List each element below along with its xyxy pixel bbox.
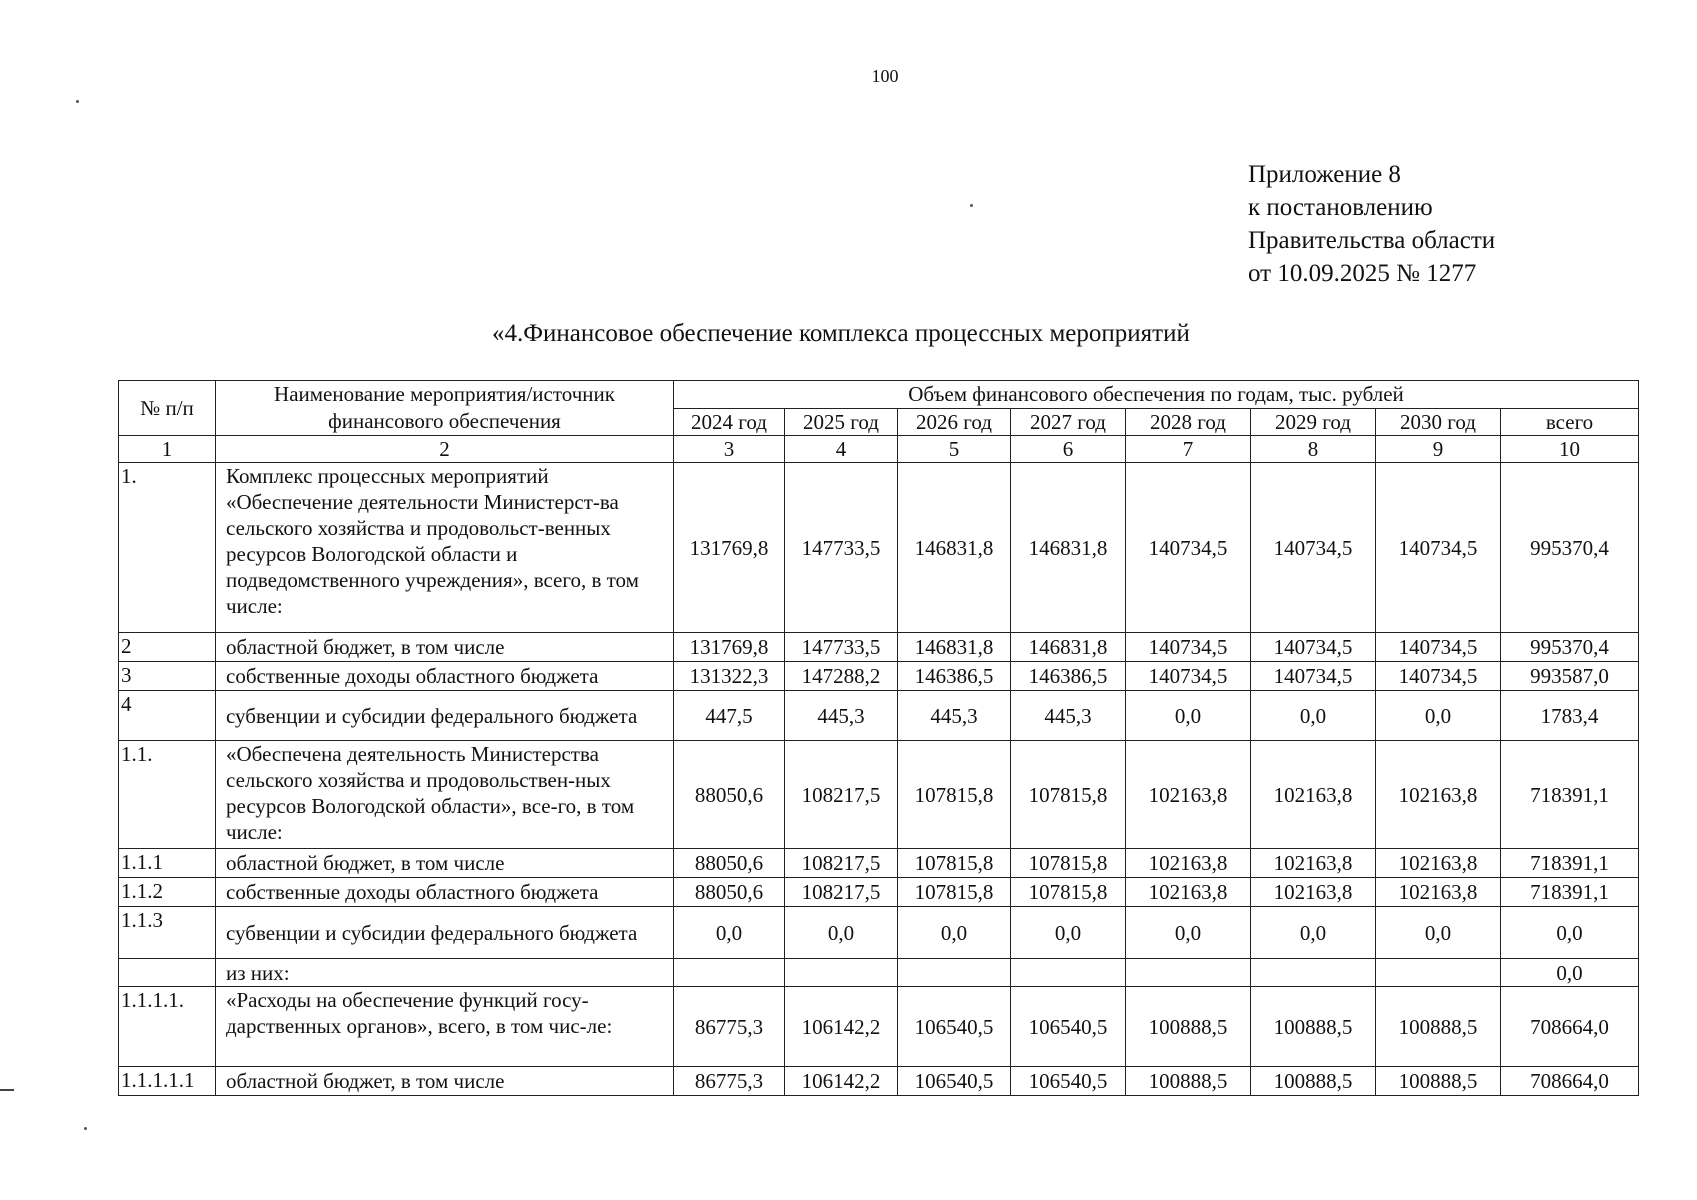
row-value (1251, 959, 1376, 987)
row-value: 88050,6 (674, 849, 785, 878)
header-year: 2024 год (674, 408, 785, 436)
row-value: 102163,8 (1126, 849, 1251, 878)
row-value: 0,0 (1126, 691, 1251, 741)
row-value: 131769,8 (674, 463, 785, 633)
row-value: 146386,5 (898, 662, 1011, 691)
row-value (785, 959, 898, 987)
row-value: 147288,2 (785, 662, 898, 691)
header-year: 2029 год (1251, 408, 1376, 436)
row-value: 146386,5 (1011, 662, 1126, 691)
row-value-total: 718391,1 (1501, 878, 1639, 907)
row-index: 1.1.1 (119, 849, 216, 878)
row-value: 146831,8 (1011, 633, 1126, 662)
row-value: 108217,5 (785, 741, 898, 849)
scan-speck (84, 1127, 87, 1130)
row-value: 147733,5 (785, 463, 898, 633)
row-value: 86775,3 (674, 987, 785, 1067)
appendix-line-1: Приложение 8 (1248, 161, 1401, 188)
row-value-total: 0,0 (1501, 907, 1639, 959)
row-value: 107815,8 (898, 849, 1011, 878)
row-value-total: 1783,4 (1501, 691, 1639, 741)
row-value: 445,3 (785, 691, 898, 741)
row-value: 102163,8 (1251, 741, 1376, 849)
row-value: 140734,5 (1376, 633, 1501, 662)
row-value-total: 718391,1 (1501, 849, 1639, 878)
row-value: 107815,8 (898, 741, 1011, 849)
header-year: 2027 год (1011, 408, 1126, 436)
header-year: 2026 год (898, 408, 1011, 436)
header-total: всего (1501, 408, 1639, 436)
scan-speck (76, 100, 79, 103)
row-value: 106142,2 (785, 987, 898, 1067)
row-value: 0,0 (1251, 691, 1376, 741)
row-value (1011, 959, 1126, 987)
row-value: 100888,5 (1251, 987, 1376, 1067)
row-value: 102163,8 (1126, 741, 1251, 849)
row-value: 140734,5 (1251, 633, 1376, 662)
row-value: 108217,5 (785, 849, 898, 878)
table-row (119, 633, 1639, 662)
row-value: 445,3 (898, 691, 1011, 741)
row-value-total: 708664,0 (1501, 1067, 1639, 1096)
table-row (119, 741, 1639, 849)
row-value: 0,0 (1376, 907, 1501, 959)
row-value-total: 718391,1 (1501, 741, 1639, 849)
row-name: областной бюджет, в том числе (216, 1067, 674, 1096)
table-row (119, 691, 1639, 741)
header-volume-group: Объем финансового обеспечения по годам, тыс. рублей (674, 381, 1639, 409)
row-value: 102163,8 (1376, 741, 1501, 849)
row-value: 0,0 (674, 907, 785, 959)
row-name: «Расходы на обеспечение функций госу-дарственных органов», всего, в том чис-ле: (216, 987, 674, 1067)
row-value: 0,0 (1251, 907, 1376, 959)
table-row (119, 463, 1639, 633)
row-value: 146831,8 (898, 633, 1011, 662)
row-value (1126, 959, 1251, 987)
row-value: 147733,5 (785, 633, 898, 662)
row-value: 146831,8 (898, 463, 1011, 633)
row-value-total: 995370,4 (1501, 463, 1639, 633)
col-number: 7 (1126, 436, 1251, 463)
row-value: 140734,5 (1376, 463, 1501, 633)
row-value: 106142,2 (785, 1067, 898, 1096)
row-value-total: 993587,0 (1501, 662, 1639, 691)
scan-speck (970, 204, 973, 207)
row-name: собственные доходы областного бюджета (216, 662, 674, 691)
col-number: 2 (216, 436, 674, 463)
row-value: 140734,5 (1251, 463, 1376, 633)
row-value: 0,0 (785, 907, 898, 959)
row-value: 445,3 (1011, 691, 1126, 741)
table-row (119, 1067, 1639, 1096)
row-value: 100888,5 (1251, 1067, 1376, 1096)
row-value: 131769,8 (674, 633, 785, 662)
row-index: 1.1.2 (119, 878, 216, 907)
row-value: 100888,5 (1126, 987, 1251, 1067)
row-name: Комплекс процессных мероприятий «Обеспечение деятельности Министерст-ва сельского хозяйства и продовольст-венных ресурсов Вологодской области и подведомственного учреждения», всего, в том числе: (216, 463, 674, 633)
row-name: собственные доходы областного бюджета (216, 878, 674, 907)
row-index: 1.1.1.1.1 (119, 1067, 216, 1096)
row-index: 3 (119, 662, 216, 691)
row-value-total: 0,0 (1501, 959, 1639, 987)
appendix-line-2: к постановлению (1248, 194, 1433, 221)
row-value: 447,5 (674, 691, 785, 741)
row-value: 106540,5 (1011, 987, 1126, 1067)
row-value: 106540,5 (1011, 1067, 1126, 1096)
row-value: 100888,5 (1376, 987, 1501, 1067)
row-name: областной бюджет, в том числе (216, 633, 674, 662)
row-index: 4 (119, 691, 216, 741)
column-numbers-row (119, 436, 1639, 463)
appendix-line-3: Правительства области (1248, 227, 1496, 254)
col-number: 1 (119, 436, 216, 463)
row-value: 0,0 (1126, 907, 1251, 959)
table-body (119, 463, 1639, 1096)
row-value: 107815,8 (898, 878, 1011, 907)
row-index (119, 959, 216, 987)
row-value: 146831,8 (1011, 463, 1126, 633)
row-value: 102163,8 (1251, 849, 1376, 878)
row-value: 102163,8 (1251, 878, 1376, 907)
row-name: областной бюджет, в том числе (216, 849, 674, 878)
row-value: 140734,5 (1126, 633, 1251, 662)
row-index: 2 (119, 633, 216, 662)
table-row (119, 907, 1639, 959)
row-value: 88050,6 (674, 741, 785, 849)
row-value: 88050,6 (674, 878, 785, 907)
page-number: 100 (871, 66, 899, 86)
row-value (898, 959, 1011, 987)
row-value: 107815,8 (1011, 741, 1126, 849)
financing-table (118, 380, 1639, 1096)
row-index: 1.1.3 (119, 907, 216, 959)
appendix-line-4: от 10.09.2025 № 1277 (1248, 260, 1477, 287)
header-name: Наименование мероприятия/источник финансового обеспечения (216, 381, 674, 436)
row-name: из них: (216, 959, 674, 987)
table-row (119, 878, 1639, 907)
appendix-block (1248, 158, 1495, 290)
table-row (119, 662, 1639, 691)
table-row (119, 959, 1639, 987)
row-value (1376, 959, 1501, 987)
header-year: 2030 год (1376, 408, 1501, 436)
header-year: 2025 год (785, 408, 898, 436)
row-value: 107815,8 (1011, 849, 1126, 878)
row-value: 86775,3 (674, 1067, 785, 1096)
row-value: 0,0 (1376, 691, 1501, 741)
row-value: 108217,5 (785, 878, 898, 907)
table-row (119, 987, 1639, 1067)
row-name: субвенции и субсидии федерального бюджета (216, 691, 674, 741)
row-value: 140734,5 (1376, 662, 1501, 691)
row-value: 131322,3 (674, 662, 785, 691)
row-value: 0,0 (1011, 907, 1126, 959)
row-name: «Обеспечена деятельность Министерства сельского хозяйства и продовольствен-ных ресурсов Вологодской области», все-го, в том числе: (216, 741, 674, 849)
document-title: «4.Финансовое обеспечение комплекса процессных мероприятий (492, 320, 1190, 347)
table-row (119, 849, 1639, 878)
row-value: 0,0 (898, 907, 1011, 959)
row-value-total: 708664,0 (1501, 987, 1639, 1067)
col-number: 6 (1011, 436, 1126, 463)
row-value: 106540,5 (898, 987, 1011, 1067)
col-number: 3 (674, 436, 785, 463)
header-year: 2028 год (1126, 408, 1251, 436)
row-value: 102163,8 (1376, 849, 1501, 878)
row-value: 102163,8 (1376, 878, 1501, 907)
row-index: 1. (119, 463, 216, 633)
row-value: 140734,5 (1126, 463, 1251, 633)
row-value: 100888,5 (1376, 1067, 1501, 1096)
row-value: 107815,8 (1011, 878, 1126, 907)
col-number: 4 (785, 436, 898, 463)
row-value: 100888,5 (1126, 1067, 1251, 1096)
row-value-total: 995370,4 (1501, 633, 1639, 662)
row-value: 106540,5 (898, 1067, 1011, 1096)
row-value: 102163,8 (1126, 878, 1251, 907)
col-number: 10 (1501, 436, 1639, 463)
col-number: 8 (1251, 436, 1376, 463)
row-index: 1.1.1.1. (119, 987, 216, 1067)
row-value: 140734,5 (1251, 662, 1376, 691)
margin-mark (0, 1089, 14, 1091)
col-number: 9 (1376, 436, 1501, 463)
col-number: 5 (898, 436, 1011, 463)
row-value (674, 959, 785, 987)
header-num: № п/п (119, 381, 216, 436)
row-value: 140734,5 (1126, 662, 1251, 691)
row-name: субвенции и субсидии федерального бюджета (216, 907, 674, 959)
row-index: 1.1. (119, 741, 216, 849)
